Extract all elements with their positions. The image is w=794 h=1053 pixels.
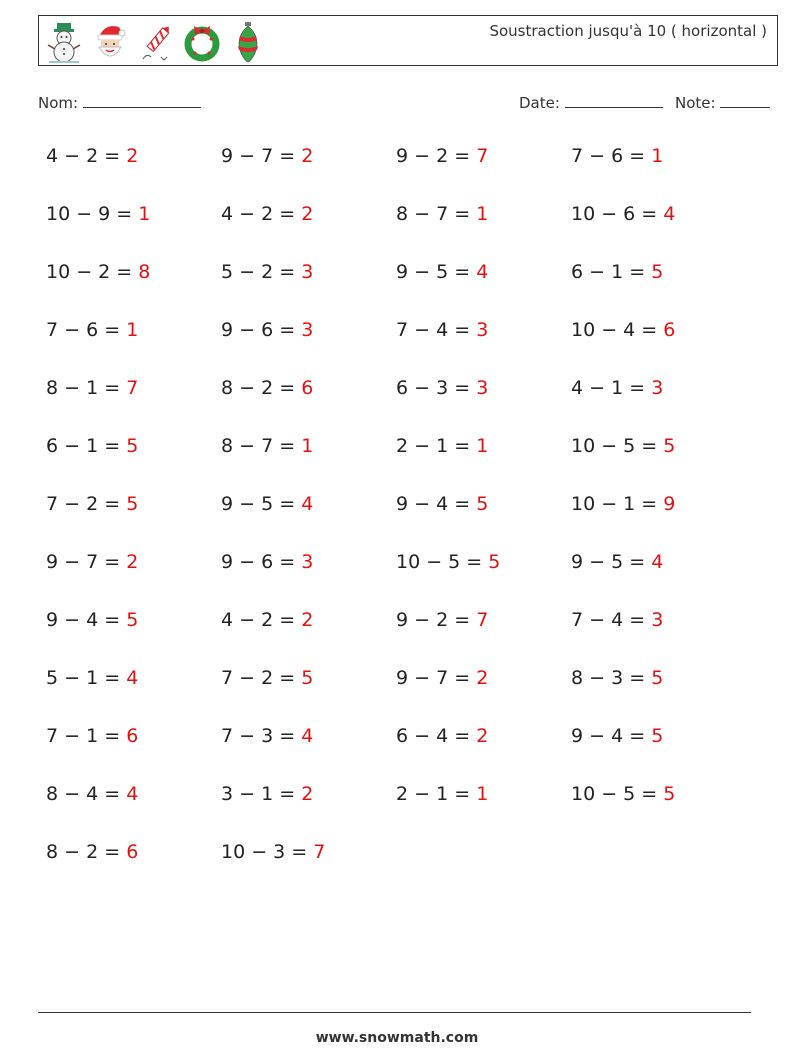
problem-answer: 5: [663, 783, 676, 805]
problem-cell: [571, 725, 663, 747]
problem-question: 8 − 1 =: [46, 377, 127, 399]
problem-cell: [46, 783, 138, 805]
problem-question: 8 − 7 =: [396, 203, 477, 225]
problem-cell: [396, 783, 488, 805]
problem-answer: 5: [663, 435, 676, 457]
problem-cell: [221, 609, 313, 631]
ornament-icon: [229, 21, 267, 63]
problem-question: 7 − 2 =: [221, 667, 302, 689]
problem-cell: [571, 783, 675, 805]
problem-cell: [221, 435, 313, 457]
problem-cell: [396, 667, 488, 689]
problem-question: 5 − 1 =: [46, 667, 127, 689]
problem-answer: 4: [651, 551, 664, 573]
problem-question: 9 − 4 =: [396, 493, 477, 515]
problem-cell: [396, 203, 488, 225]
problem-question: 8 − 2 =: [46, 841, 127, 863]
problem-question: 5 − 2 =: [221, 261, 302, 283]
problem-question: 7 − 3 =: [221, 725, 302, 747]
problem-question: 8 − 2 =: [221, 377, 302, 399]
problem-cell: [221, 261, 313, 283]
problem-answer: 7: [476, 145, 489, 167]
problem-question: 7 − 4 =: [396, 319, 477, 341]
problem-cell: [571, 551, 663, 573]
problem-cell: [571, 493, 675, 515]
problem-answer: 9: [663, 493, 676, 515]
problem-answer: 3: [301, 319, 314, 341]
problem-question: 8 − 7 =: [221, 435, 302, 457]
problem-answer: 4: [301, 725, 314, 747]
problem-question: 10 − 1 =: [571, 493, 664, 515]
problem-answer: 6: [126, 841, 139, 863]
footer-divider: [38, 1012, 751, 1013]
problem-cell: [46, 609, 138, 631]
problem-cell: [396, 551, 500, 573]
problem-cell: [396, 725, 488, 747]
problem-cell: [396, 145, 488, 167]
wreath-icon: [183, 21, 221, 63]
problem-answer: 5: [476, 493, 489, 515]
problem-cell: [571, 319, 675, 341]
problem-question: 7 − 6 =: [571, 145, 652, 167]
problem-question: 9 − 5 =: [571, 551, 652, 573]
problem-cell: [221, 493, 313, 515]
problem-question: 4 − 2 =: [221, 203, 302, 225]
problem-answer: 4: [301, 493, 314, 515]
date-field: [519, 93, 663, 112]
problem-question: 10 − 6 =: [571, 203, 664, 225]
problem-question: 9 − 4 =: [46, 609, 127, 631]
problem-answer: 5: [651, 261, 664, 283]
problem-question: 10 − 9 =: [46, 203, 139, 225]
problem-question: 7 − 1 =: [46, 725, 127, 747]
problem-question: 4 − 2 =: [221, 609, 302, 631]
firework-rocket-icon: [137, 21, 175, 63]
name-blank[interactable]: [83, 93, 201, 108]
problem-answer: 5: [126, 493, 139, 515]
problem-question: 9 − 7 =: [221, 145, 302, 167]
problem-question: 6 − 1 =: [46, 435, 127, 457]
problem-cell: [396, 609, 488, 631]
problem-cell: [221, 551, 313, 573]
problem-answer: 4: [126, 667, 139, 689]
worksheet-title: Soustraction jusqu'à 10 ( horizontal ): [489, 22, 767, 40]
problem-question: 7 − 4 =: [571, 609, 652, 631]
problem-answer: 3: [476, 377, 489, 399]
problem-cell: [396, 493, 488, 515]
problem-question: 4 − 1 =: [571, 377, 652, 399]
santa-icon: [91, 21, 129, 63]
problem-answer: 3: [301, 551, 314, 573]
problem-answer: 1: [476, 435, 489, 457]
problem-cell: [571, 261, 663, 283]
problem-cell: [221, 667, 313, 689]
problem-question: 9 − 6 =: [221, 551, 302, 573]
problem-cell: [571, 203, 675, 225]
problem-question: 6 − 3 =: [396, 377, 477, 399]
problem-cell: [46, 667, 138, 689]
problem-answer: 1: [651, 145, 664, 167]
problem-answer: 7: [476, 609, 489, 631]
problem-cell: [46, 377, 138, 399]
problem-cell: [46, 551, 138, 573]
note-blank[interactable]: [720, 93, 770, 108]
problem-question: 4 − 2 =: [46, 145, 127, 167]
problem-answer: 5: [651, 725, 664, 747]
problem-answer: 8: [138, 261, 151, 283]
problem-question: 10 − 4 =: [571, 319, 664, 341]
snowman-icon: [45, 21, 83, 63]
problem-cell: [46, 203, 150, 225]
problem-answer: 5: [301, 667, 314, 689]
problem-cell: [571, 435, 675, 457]
problem-answer: 1: [476, 203, 489, 225]
problem-answer: 5: [651, 667, 664, 689]
problem-cell: [221, 377, 313, 399]
problem-cell: [46, 841, 138, 863]
icon-strip: [45, 20, 267, 64]
problem-answer: 2: [126, 145, 139, 167]
problem-question: 10 − 5 =: [571, 783, 664, 805]
problem-question: 9 − 7 =: [396, 667, 477, 689]
problem-cell: [396, 261, 488, 283]
problem-question: 9 − 6 =: [221, 319, 302, 341]
problem-cell: [571, 377, 663, 399]
problem-answer: 2: [476, 667, 489, 689]
problem-cell: [571, 667, 663, 689]
problem-cell: [46, 435, 138, 457]
problem-question: 7 − 6 =: [46, 319, 127, 341]
problem-cell: [221, 783, 313, 805]
problem-answer: 6: [663, 319, 676, 341]
problem-answer: 1: [138, 203, 151, 225]
problem-answer: 3: [651, 377, 664, 399]
problem-question: 2 − 1 =: [396, 435, 477, 457]
problem-answer: 2: [126, 551, 139, 573]
problem-question: 2 − 1 =: [396, 783, 477, 805]
problem-answer: 5: [126, 435, 139, 457]
problem-question: 6 − 1 =: [571, 261, 652, 283]
footer-url: www.snowmath.com: [315, 1030, 479, 1046]
problem-cell: [46, 725, 138, 747]
problem-question: 10 − 5 =: [396, 551, 489, 573]
problem-cell: [221, 725, 313, 747]
note-field: [675, 93, 770, 112]
problem-answer: 2: [476, 725, 489, 747]
problem-question: 10 − 3 =: [221, 841, 314, 863]
problem-cell: [221, 145, 313, 167]
problem-question: 7 − 2 =: [46, 493, 127, 515]
problem-answer: 1: [126, 319, 139, 341]
problem-answer: 5: [126, 609, 139, 631]
problem-cell: [571, 145, 663, 167]
problem-question: 8 − 4 =: [46, 783, 127, 805]
problem-cell: [396, 435, 488, 457]
date-label: Date:: [519, 94, 560, 112]
problem-answer: 7: [126, 377, 139, 399]
problem-cell: [221, 319, 313, 341]
problem-answer: 6: [126, 725, 139, 747]
name-field: [38, 93, 201, 112]
name-label: Nom:: [38, 94, 79, 112]
problem-cell: [396, 319, 488, 341]
problem-answer: 5: [488, 551, 501, 573]
problem-answer: 4: [476, 261, 489, 283]
problem-question: 8 − 3 =: [571, 667, 652, 689]
date-blank[interactable]: [565, 93, 663, 108]
problem-cell: [396, 377, 488, 399]
problem-question: 9 − 5 =: [396, 261, 477, 283]
problem-cell: [46, 261, 150, 283]
problem-cell: [46, 145, 138, 167]
problem-cell: [46, 493, 138, 515]
problem-answer: 2: [301, 145, 314, 167]
problem-answer: 2: [301, 203, 314, 225]
problem-question: 9 − 2 =: [396, 609, 477, 631]
problem-answer: 3: [301, 261, 314, 283]
problem-question: 9 − 7 =: [46, 551, 127, 573]
problem-cell: [571, 609, 663, 631]
problem-cell: [221, 841, 325, 863]
problem-question: 3 − 1 =: [221, 783, 302, 805]
problem-question: 9 − 5 =: [221, 493, 302, 515]
problem-question: 10 − 5 =: [571, 435, 664, 457]
problem-answer: 3: [476, 319, 489, 341]
problem-question: 6 − 4 =: [396, 725, 477, 747]
problem-answer: 1: [301, 435, 314, 457]
problem-answer: 4: [663, 203, 676, 225]
problem-question: 9 − 4 =: [571, 725, 652, 747]
problem-answer: 1: [476, 783, 489, 805]
problem-answer: 2: [301, 783, 314, 805]
problem-question: 9 − 2 =: [396, 145, 477, 167]
problem-answer: 6: [301, 377, 314, 399]
problem-cell: [46, 319, 138, 341]
problem-answer: 3: [651, 609, 664, 631]
note-label: Note:: [675, 94, 716, 112]
problem-answer: 4: [126, 783, 139, 805]
problem-answer: 2: [301, 609, 314, 631]
header-box: [38, 15, 778, 66]
problem-answer: 7: [313, 841, 326, 863]
problem-question: 10 − 2 =: [46, 261, 139, 283]
problem-cell: [221, 203, 313, 225]
